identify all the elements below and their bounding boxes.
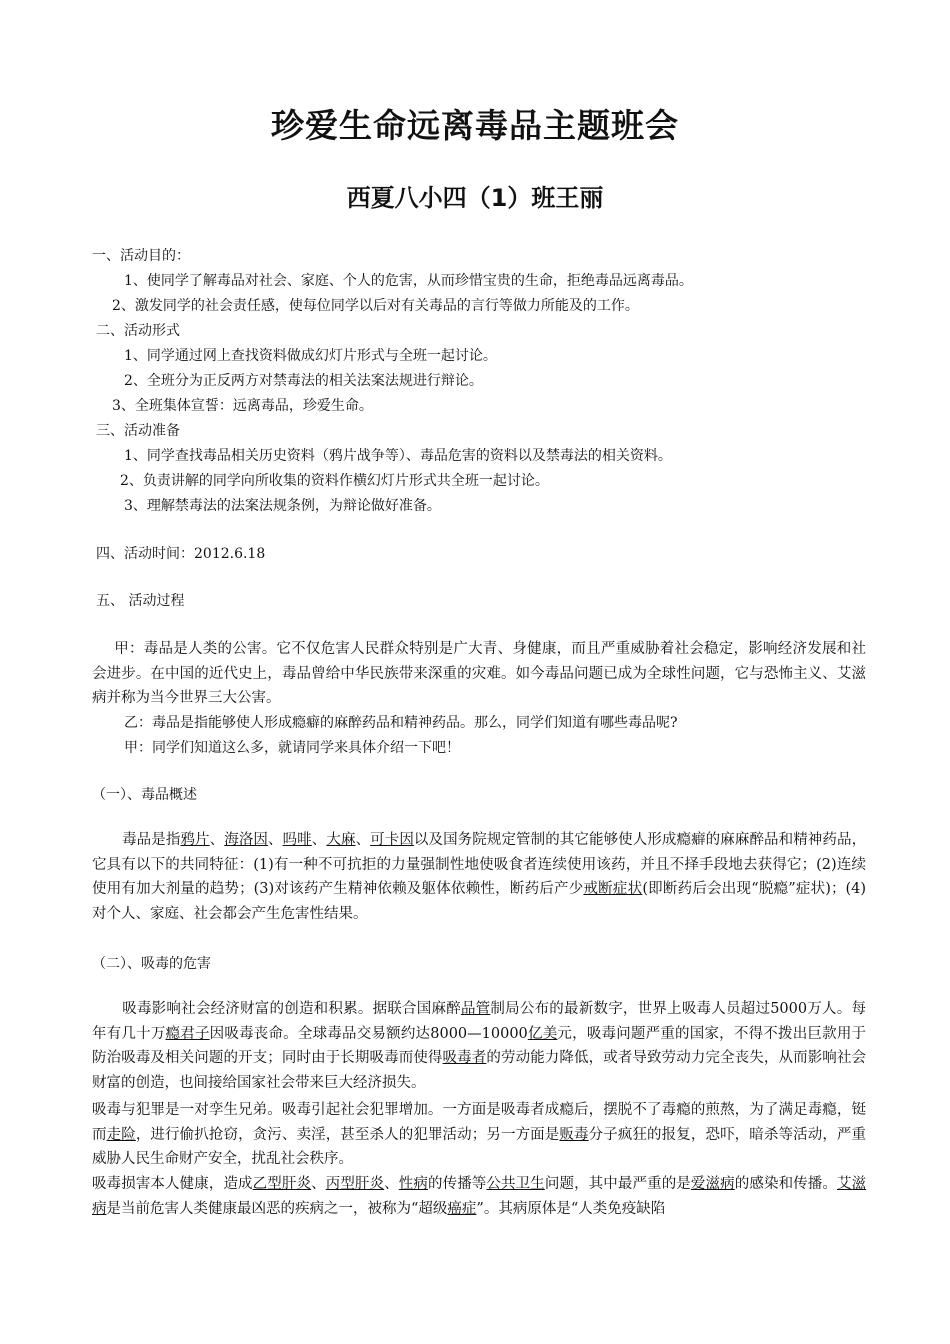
harm-health-paragraph xyxy=(92,1172,866,1221)
form-item-3: 3、全班集体宣誓：远离毒品，珍爱生命。 xyxy=(112,398,373,414)
text-span: (即断药后会出现“脱瘾”症状)；(4)对个人、家庭、社会都会产生危害性结果。 xyxy=(92,881,867,922)
link-drug-control[interactable]: 品管 xyxy=(460,1001,491,1017)
text-span: 毒品是指 xyxy=(122,832,181,848)
link-hepatitis-c[interactable]: 丙型肝炎 xyxy=(325,1176,385,1192)
harm-crime-paragraph xyxy=(92,1098,866,1172)
separator: 、 xyxy=(384,1176,399,1192)
page-title: 珍爱生命远离毒品主题班会 xyxy=(271,106,679,145)
separator: 、 xyxy=(311,832,327,848)
heading-process: 五、 活动过程 xyxy=(96,593,185,609)
prep-item-3: 3、理解禁毒法的法案法规条例，为辩论做好准备。 xyxy=(124,498,441,514)
link-hepatitis-b[interactable]: 乙型肝炎 xyxy=(252,1176,312,1192)
link-opium[interactable]: 鸦片 xyxy=(180,832,210,848)
dialogue-jia-1 xyxy=(92,637,866,711)
text-span: 的感染和传播。 xyxy=(734,1176,837,1192)
text-span: 吸毒影响社会经济财富的创造和积累。据联合国麻醉 xyxy=(122,1001,461,1017)
text-span: 的传播等 xyxy=(427,1176,487,1192)
page-subtitle: 西夏八小四（1）班王丽 xyxy=(346,184,604,212)
text-span: 问题，其中最严重的是 xyxy=(544,1176,691,1192)
prep-item-2: 2、负责讲解的同学向所收集的资料作横幻灯片形式共全班一起讨论。 xyxy=(120,473,549,489)
text-span: 分子疯狂的报复，恐吓，暗杀等活动，严重威胁人民生命财产安全，扰乱社会秩序。 xyxy=(92,1126,867,1167)
heading-form: 二、活动形式 xyxy=(96,323,180,339)
purpose-item-2: 2、激发同学的社会责任感，使每位同学以后对有关毒品的言行等做力所能及的工作。 xyxy=(112,298,639,314)
link-morphine[interactable]: 吗啡 xyxy=(282,832,312,848)
separator: 、 xyxy=(268,832,283,848)
link-risk[interactable]: 走险 xyxy=(106,1126,136,1143)
link-cocaine[interactable]: 可卡因 xyxy=(370,832,414,848)
heading-time: 四、活动时间：2012.6.18 xyxy=(96,546,266,562)
heading-purpose: 一、活动目的： xyxy=(92,248,190,264)
text-span: 以及国务院规定管制的其它能够使人形成瘾癖的麻麻醉品和精神药品，它具有以下的共同特征：(1)有一种不可抗拒的力量强制性地使吸食者连续使用该药，并且不择手段地去获得它；(2)连续使用有加大剂量的趋势；(3)对该药产生精神依赖及躯体依赖性，断药后产少 xyxy=(92,832,867,897)
text-span: 是当前危害人类健康最凶恶的疾病之一，被称为“超级 xyxy=(106,1200,448,1217)
dialogue-jia-2: 甲：同学们知道这么多，就请同学来具体介绍一下吧！ xyxy=(124,740,460,756)
text-span: 因吸毒丧命。全球毒品交易额约达8000—10000 xyxy=(209,1025,528,1042)
form-item-2: 2、全班分为正反两方对禁毒法的相关法案法规进行辩论。 xyxy=(124,373,483,389)
separator: 、 xyxy=(311,1176,326,1192)
drug-overview-paragraph xyxy=(92,828,866,926)
link-aids-1[interactable]: 爱滋病 xyxy=(690,1176,735,1192)
text-span: 吸毒损害本人健康，造成 xyxy=(92,1176,253,1192)
dialogue-jia-1-text: 甲：毒品是人类的公害。它不仅危害人民群众特别是广大青、身健康，而且严重威胁着社会稳定，影响经济发展和社会进步。在中国的近代史上，毒品曾给中华民族带来深重的灾难。如今毒品问题已成为全球性问题，它与恐怖主义、艾滋病并称为当今世界三大公害。 xyxy=(92,641,866,706)
harm-economy-paragraph xyxy=(92,997,866,1095)
text-span: ”。其病原体是“人类免疫缺陷 xyxy=(476,1200,666,1217)
link-heroin[interactable]: 海洛因 xyxy=(224,832,268,848)
link-aids-2[interactable]: 艾滋病 xyxy=(92,1176,867,1217)
text-span: 吸毒与犯罪是一对孪生兄弟。吸毒引起社会犯罪增加。一方面是吸毒者成瘾后，摆脱不了毒瘾的煎熬，为了满足毒瘾，铤而 xyxy=(92,1102,866,1143)
heading-preparation: 三、活动准备 xyxy=(96,423,180,439)
text-span: 的劳动能力降低，或者导致劳动力完全丧失，从而影响社会财富的创造，也间接给国家社会带来巨大经济损失。 xyxy=(92,1050,867,1091)
text-span: 制局公布的最新数字，世界上吸毒人员超过5000万人。每年有几十万 xyxy=(92,1001,866,1042)
link-cannabis[interactable]: 大麻 xyxy=(326,832,356,848)
text-span: ，进行偷扒抢窃，贪污、卖淫，甚至杀人的犯罪活动；另一方面是 xyxy=(135,1126,560,1143)
link-trafficking[interactable]: 贩毒 xyxy=(559,1126,589,1143)
link-cancer[interactable]: 癌症 xyxy=(447,1200,477,1217)
purpose-item-1: 1、使同学了解毒品对社会、家庭、个人的危害，从而珍惜宝贵的生命，拒绝毒品远离毒品。 xyxy=(124,273,693,289)
link-addicts[interactable]: 瘾君子 xyxy=(165,1025,210,1042)
link-billion-usd[interactable]: 亿美 xyxy=(527,1025,558,1042)
prep-item-1: 1、同学查找毒品相关历史资料（鸦片战争等）、毒品危害的资料以及禁毒法的相关资料。 xyxy=(124,448,672,464)
link-withdrawal-symptoms[interactable]: 戒断症状 xyxy=(583,881,643,897)
text-span: 元，吸毒问题严重的国家，不得不拨出巨款用于防治吸毒及相关问题的开支；同时由于长期吸毒而使得 xyxy=(92,1025,867,1066)
link-drug-users[interactable]: 吸毒者 xyxy=(442,1050,487,1066)
link-std[interactable]: 性病 xyxy=(398,1176,428,1192)
link-public-health[interactable]: 公共卫生 xyxy=(486,1176,545,1192)
section-harm-heading: （二）、吸毒的危害 xyxy=(92,956,211,972)
separator: 、 xyxy=(209,832,225,848)
section-drug-overview-heading: （一）、毒品概述 xyxy=(92,787,197,803)
separator: 、 xyxy=(355,832,371,848)
form-item-1: 1、同学通过网上查找资料做成幻灯片形式与全班一起讨论。 xyxy=(124,348,497,364)
dialogue-yi: 乙：毒品是指能够使人形成瘾癖的麻醉药品和精神药品。那么，同学们知道有哪些毒品呢? xyxy=(124,715,678,731)
